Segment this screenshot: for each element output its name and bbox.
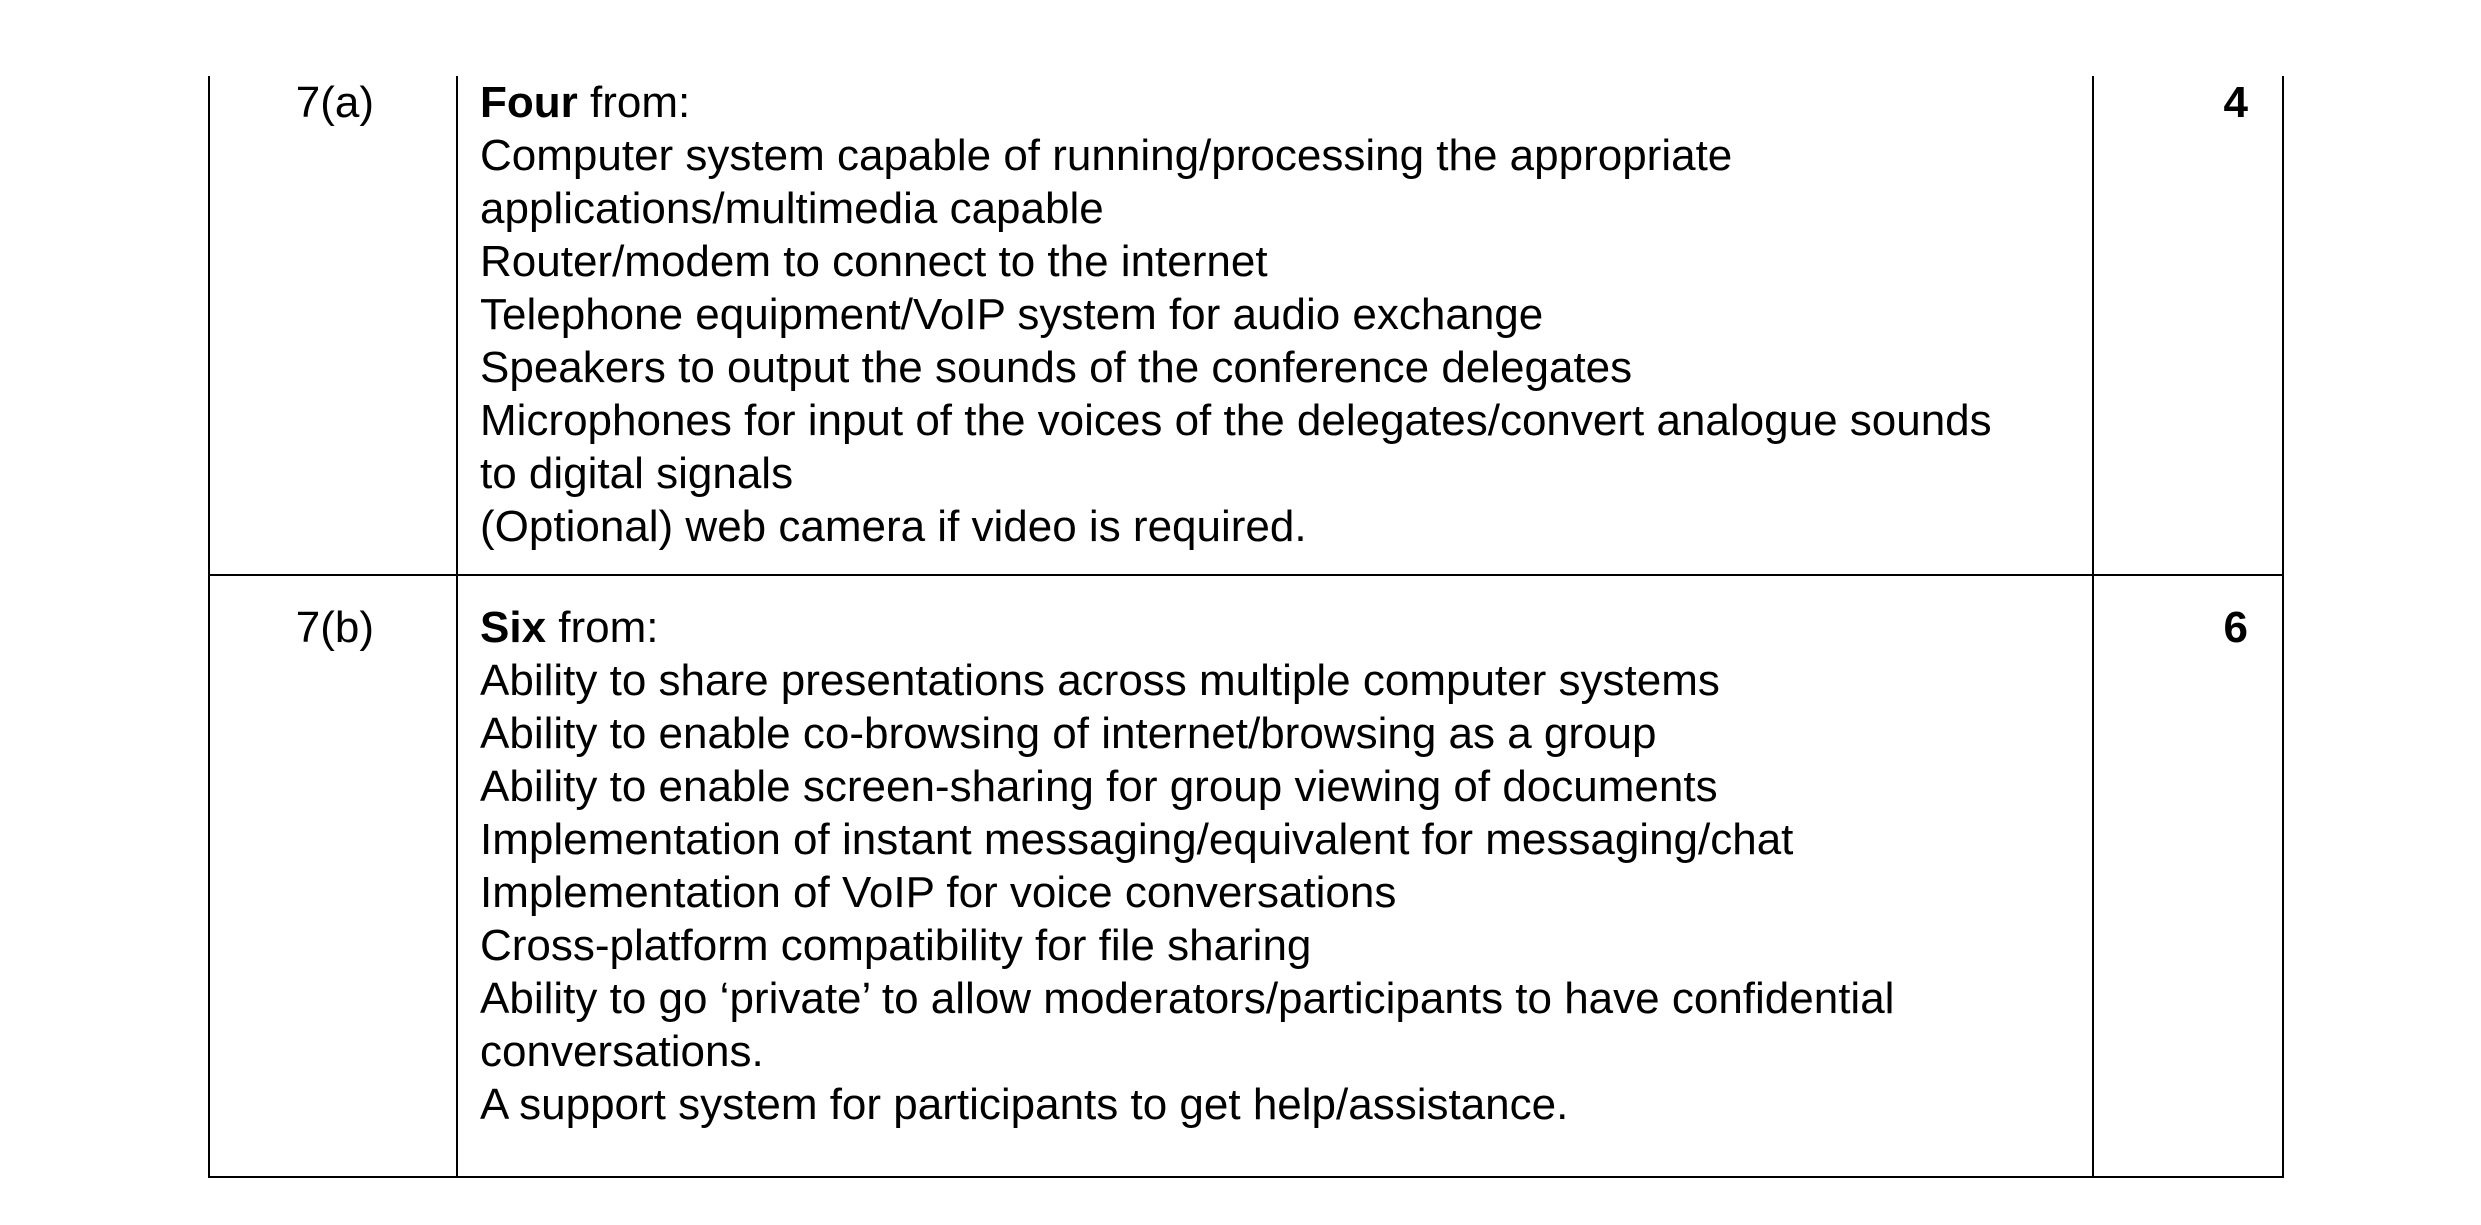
answer-line: applications/multimedia capable — [480, 184, 1104, 233]
answer-lead — [480, 601, 2082, 654]
table-row — [209, 575, 2283, 1177]
marks-value: 6 — [2093, 575, 2283, 1177]
answer-line: Microphones for input of the voices of the delegates/convert analogue sounds — [480, 396, 1992, 445]
answer-line: conversations. — [480, 1027, 764, 1076]
answer-line: Speakers to output the sounds of the conference delegates — [480, 343, 1633, 392]
answer-lead-text: from: — [546, 603, 659, 652]
answer-cell — [457, 575, 2093, 1177]
answer-lead-text: from: — [577, 78, 691, 127]
table-row — [209, 76, 2283, 575]
answer-line: Implementation of instant messaging/equivalent for messaging/chat — [480, 815, 1794, 864]
answer-line: Router/modem to connect to the internet — [480, 237, 1268, 286]
answer-line: Ability to enable screen-sharing for group viewing of documents — [480, 762, 1718, 811]
answer-lead-count: Six — [480, 603, 547, 652]
answer-lead-count: Four — [480, 78, 578, 127]
answer-line: Computer system capable of running/processing the appropriate — [480, 131, 1733, 180]
answer-line: Implementation of VoIP for voice conversations — [480, 868, 1397, 917]
answer-cell — [457, 76, 2093, 575]
answer-line: Ability to share presentations across multiple computer systems — [480, 656, 1720, 705]
question-number: 7(a) — [209, 76, 457, 575]
question-number: 7(b) — [209, 575, 457, 1177]
answer-line: Ability to enable co-browsing of internet/browsing as a group — [480, 709, 1657, 758]
answer-line: Cross-platform compatibility for file sharing — [480, 921, 1312, 970]
answer-lead — [480, 76, 2082, 129]
answer-line: Ability to go ‘private’ to allow moderators/participants to have confidential — [480, 974, 1895, 1023]
answer-line: (Optional) web camera if video is required. — [480, 502, 1307, 551]
answer-line: A support system for participants to get help/assistance. — [480, 1080, 1569, 1129]
answer-line: Telephone equipment/VoIP system for audio exchange — [480, 290, 1544, 339]
answer-line: to digital signals — [480, 449, 794, 498]
mark-scheme-table — [208, 76, 2284, 1178]
marks-value: 4 — [2093, 76, 2283, 575]
